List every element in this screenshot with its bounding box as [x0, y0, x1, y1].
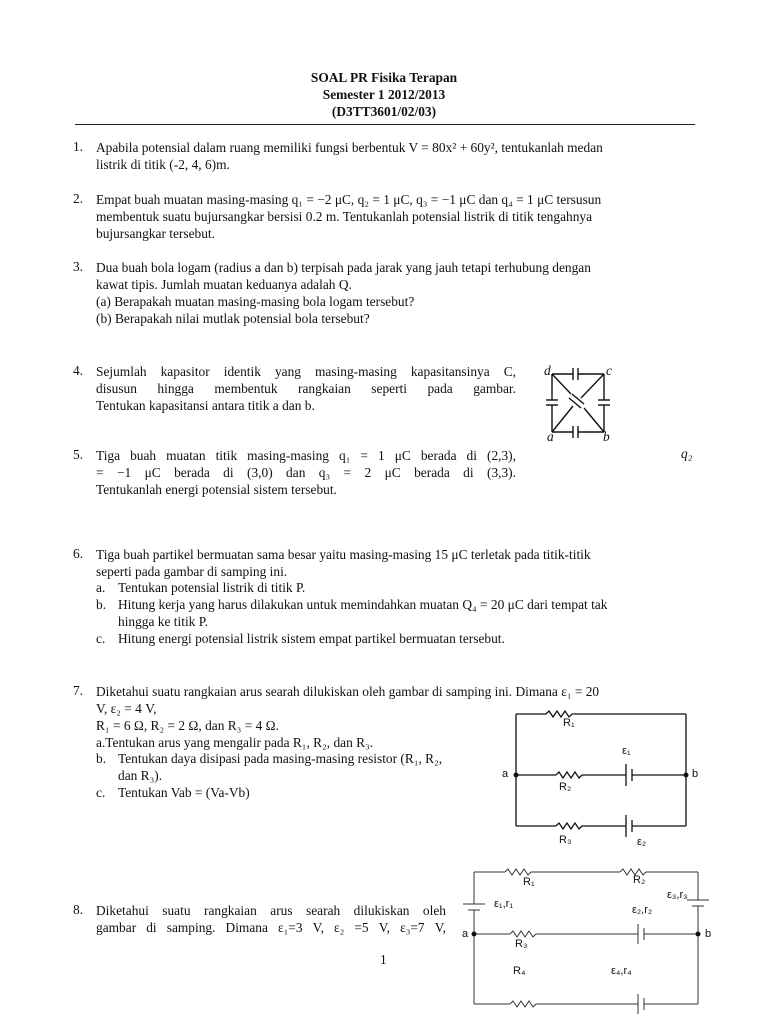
problem-6-item-a: Tentukan potensial listrik di titik P. — [118, 580, 306, 595]
problem-5 — [96, 447, 516, 498]
problem-2-number: 2. — [73, 191, 84, 206]
cap-label-c: c — [606, 363, 612, 378]
problem-5-line-3: Tentukanlah energi potensial sistem tersebut. — [96, 482, 337, 497]
problem-8 — [96, 902, 446, 936]
problem-3-number: 3. — [73, 259, 84, 274]
problem-6-item-b: Hitung kerja yang harus dilakukan untuk memindahkan muatan Q₄ = 20 μC dari tempat tak — [118, 597, 608, 612]
cap-label-d: d — [544, 363, 551, 378]
c8-label-e2r2: ε₂,r₂ — [632, 904, 653, 916]
c8-label-b: b — [705, 928, 712, 940]
problem-7-line-3: R₁ = 6 Ω, R₂ = 2 Ω, dan R₃ = 4 Ω. — [96, 718, 279, 733]
problem-3-line-1: Dua buah bola logam (radius a dan b) terpisah pada jarak yang jauh tetapi terhubung dengan — [96, 260, 591, 275]
c7-label-b: b — [692, 768, 699, 780]
side-label-q2: q₂ — [681, 446, 693, 461]
c8-label-e3r3: ε₃,r₃ — [667, 889, 688, 901]
c7-label-r2: R₂ — [559, 781, 572, 793]
problem-8-line-1: Diketahui suatu rangkaian arus searah dilukiskan oleh — [96, 903, 446, 918]
problem-7-number: 7. — [73, 683, 84, 698]
c8-label-e1r1: ε₁,r₁ — [494, 898, 514, 910]
c7-label-r3: R₃ — [559, 834, 572, 846]
problem-5-line-1: Tiga buah muatan titik masing-masing q₁ = 1 μC berada di (2,3), — [96, 448, 516, 463]
problem-6-item-a-label: a. — [96, 580, 106, 595]
problem-6-line-2: seperti pada gambar di samping ini. — [96, 564, 288, 579]
c8-label-r2: R₂ — [633, 874, 646, 886]
problem-6-item-c: Hitung energi potensial listrik sistem empat partikel bermuatan tersebut. — [118, 631, 505, 646]
c8-label-r4: R₄ — [513, 965, 526, 977]
cap-label-a: a — [547, 429, 554, 444]
problem-8-line-2: gambar di samping. Dimana ε₁=3 V, ε₂ =5 V, ε₃=7 V, — [96, 920, 446, 935]
problem-6 — [96, 546, 694, 580]
problem-7-item-c: Tentukan Vab = (Va-Vb) — [118, 785, 250, 800]
problem-7-item-c-label: c. — [96, 785, 106, 800]
doc-code: (D3TT3601/02/03) — [331, 104, 437, 119]
problem-3-line-2: kawat tipis. Jumlah muatan keduanya adalah Q. — [96, 277, 352, 292]
problem-7-item-b-label: b. — [96, 751, 107, 766]
problem-6-line-1: Tiga buah partikel bermuatan sama besar yaitu masing-masing 15 μC terletak pada titik-titik — [96, 547, 591, 562]
header-rule — [75, 124, 695, 125]
problem-4-line-2: disusun hingga membentuk rangkaian seperti pada gambar. — [96, 381, 516, 396]
problem-6-number: 6. — [73, 546, 84, 561]
c7-label-e2: ε₂ — [637, 836, 647, 848]
c7-label-e1: ε₁ — [622, 745, 631, 757]
cap-label-b: b — [603, 429, 610, 444]
page-number: 1 — [380, 952, 387, 967]
problem-7-item-b-cont: dan R₃). — [118, 768, 163, 783]
circuit-8-figure — [460, 862, 720, 1022]
problem-2 — [96, 191, 686, 242]
problem-2-line-3: bujursangkar tersebut. — [96, 226, 215, 241]
problem-7-line-1: Diketahui suatu rangkaian arus searah dilukiskan oleh gambar di samping ini. Dimana ε₁ = 20 — [96, 684, 600, 699]
c8-label-r3: R₃ — [515, 938, 528, 950]
problem-1-line-2: listrik di titik (-2, 4, 6)m. — [96, 157, 230, 172]
circuit-7-figure — [500, 700, 700, 850]
problem-2-line-2: membentuk suatu bujursangkar bersisi 0.2 m. Tentukanlah potensial listrik di titik tengahnya — [96, 209, 593, 224]
problem-4-number: 4. — [73, 363, 84, 378]
problem-4-line-3: Tentukan kapasitansi antara titik a dan b. — [96, 398, 315, 413]
problem-1-number: 1. — [73, 139, 84, 154]
problem-3 — [96, 259, 680, 327]
c8-label-a: a — [462, 928, 469, 940]
doc-title: SOAL PR Fisika Terapan — [310, 70, 458, 85]
problem-6-item-b-cont: hingga ke titik P. — [118, 614, 209, 629]
problem-4-line-1: Sejumlah kapasitor identik yang masing-masing kapasitansinya C, — [96, 364, 516, 379]
problem-6-item-c-label: c. — [96, 631, 106, 646]
problem-3-line-3: (a) Berapakah muatan masing-masing bola logam tersebut? — [96, 294, 415, 309]
doc-semester: Semester 1 2012/2013 — [322, 87, 446, 102]
c7-label-a: a — [502, 768, 509, 780]
problem-5-line-2: = −1 μC berada di (3,0) dan q₃ = 2 μC berada di (3,3). — [96, 465, 516, 480]
problem-7-item-b: Tentukan daya disipasi pada masing-masing resistor (R₁, R₂, — [118, 751, 443, 766]
problem-4 — [96, 363, 516, 414]
problem-2-line-1: Empat buah muatan masing-masing q₁ = −2 μC, q₂ = 1 μC, q₃ = −1 μC dan q₄ = 1 μC tersusun — [96, 192, 602, 207]
problem-7-line-4: a.Tentukan arus yang mengalir pada R₁, R₂, dan R₃. — [96, 735, 374, 750]
problem-5-number: 5. — [73, 447, 84, 462]
problem-3-line-4: (b) Berapakah nilai mutlak potensial bola tersebut? — [96, 311, 370, 326]
problem-1-line-1: Apabila potensial dalam ruang memiliki fungsi berbentuk V = 80x² + 60y², tentukanlah medan — [96, 140, 603, 155]
c7-label-r1: R₁ — [563, 717, 575, 729]
c8-label-e4r4: ε₄,r₄ — [611, 965, 632, 977]
problem-8-number: 8. — [73, 902, 84, 917]
problem-6-item-b-label: b. — [96, 597, 107, 612]
problem-1 — [96, 139, 680, 173]
problem-7-line-2: V, ε₂ = 4 V, — [96, 701, 157, 716]
c8-label-r1: R₁ — [523, 876, 535, 888]
